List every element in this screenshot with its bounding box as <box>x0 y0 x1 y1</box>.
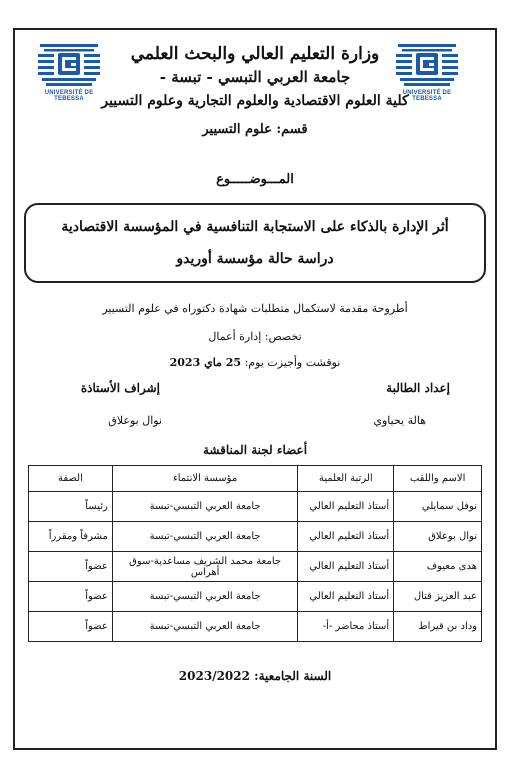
member-rank: أستاذ التعليم العالي <box>298 582 394 612</box>
faculty-name: كلية العلوم الاقتصادية والعلوم التجارية وعلوم التسيير <box>101 93 409 109</box>
table-row <box>29 582 482 612</box>
academic-year-label: السنة الجامعية: <box>254 669 332 683</box>
academic-year-value: 2023/2022 <box>178 669 250 683</box>
table-row <box>29 522 482 552</box>
member-role: عضواً <box>29 582 113 612</box>
student-name: هالة يحياوي <box>373 414 426 427</box>
logo-caption: UNIVERSITÉ DE TEBESSA <box>44 90 94 102</box>
member-role: عضواً <box>29 552 113 582</box>
specialty: تخصص: إدارة أعمال <box>208 330 302 343</box>
table-header-row <box>29 466 482 492</box>
academic-year <box>0 669 510 683</box>
topic-title: أثر الإدارة بالذكاء على الاستجابة التنافسية في المؤسسة الاقتصادية <box>61 219 449 235</box>
member-name: هدى معيوف <box>394 552 482 582</box>
table-row <box>29 552 482 582</box>
member-rank: أستاذ التعليم العالي <box>298 522 394 552</box>
member-name: وداد بن قيراط <box>394 612 482 642</box>
student-heading: إعداد الطالبة <box>386 381 450 395</box>
table-row <box>29 612 482 642</box>
member-institution: جامعة محمد الشريف مساعدية-سوق أهراس <box>112 552 298 582</box>
supervisor-name: نوال بوعلاق <box>108 414 162 427</box>
committee-heading: أعضاء لجنة المناقشة <box>202 443 308 457</box>
column-header: الاسم واللقب <box>394 466 482 492</box>
member-name: عبد العزيز قتال <box>394 582 482 612</box>
topic-box <box>24 203 486 283</box>
member-institution: جامعة العربي التبسي-تبسة <box>112 522 298 552</box>
member-role: رئيساً <box>29 492 113 522</box>
subject-label: المـــوضـــــوع <box>216 172 294 187</box>
logo-caption: UNIVERSITÉ DE TEBESSA <box>402 90 452 102</box>
member-institution: جامعة العربي التبسي-تبسة <box>112 582 298 612</box>
ministry-title: وزارة التعليم العالي والبحث العلمي <box>130 44 380 64</box>
member-institution: جامعة العربي التبسي-تبسة <box>112 612 298 642</box>
member-rank: أستاذ التعليم العالي <box>298 552 394 582</box>
column-header: الصفة <box>29 466 113 492</box>
committee-table <box>28 465 482 642</box>
thesis-statement: أطروحة مقدمة لاستكمال متطلبات شهادة دكتوراه في علوم التسيير <box>102 302 408 315</box>
topic-case-study: دراسة حالة مؤسسة أوريدو <box>176 251 334 267</box>
university-name: جامعة العربي التبسي - تبسة - <box>159 68 351 86</box>
member-role: عضواً <box>29 612 113 642</box>
defense-date-line <box>0 356 510 369</box>
table-row <box>29 492 482 522</box>
member-name: نوال بوعلاق <box>394 522 482 552</box>
member-institution: جامعة العربي التبسي-تبسة <box>112 492 298 522</box>
department-name: قسم: علوم التسيير <box>202 122 308 137</box>
supervisor-heading: إشراف الأستاذة <box>80 381 160 395</box>
member-name: نوفل سمايلي <box>394 492 482 522</box>
member-rank: أستاذ التعليم العالي <box>298 492 394 522</box>
column-header: الرتبة العلمية <box>298 466 394 492</box>
member-role: مشرفاً ومقرراً <box>29 522 113 552</box>
defense-label: نوقشت وأجيزت يوم: <box>244 356 341 369</box>
column-header: مؤسسة الانتماء <box>112 466 298 492</box>
defense-date: 25 ماي 2023 <box>169 356 242 369</box>
member-rank: أستاذ محاضر -أ- <box>298 612 394 642</box>
